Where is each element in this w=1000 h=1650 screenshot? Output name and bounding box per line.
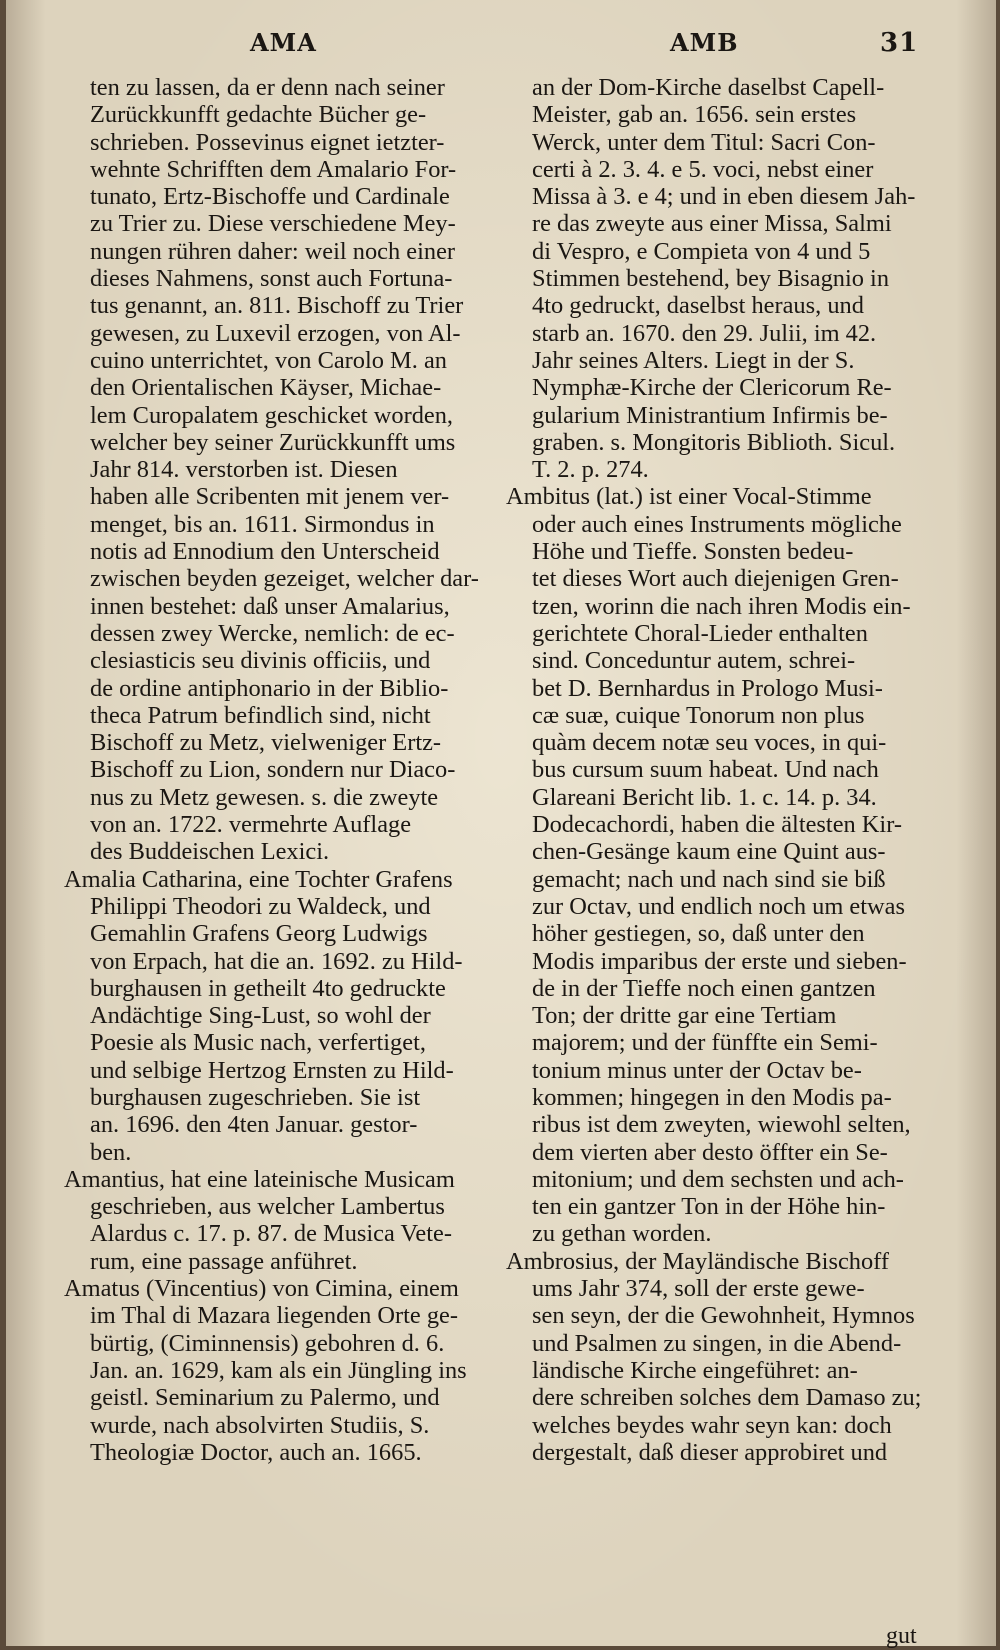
text-line: T. 2. p. 274. — [532, 456, 649, 484]
text-line: Ambitus (lat.) ist einer Vocal-Stimme — [506, 483, 872, 511]
text-line: ten ein gantzer Ton in der Höhe hin- — [532, 1193, 886, 1221]
text-line: re das zweyte aus einer Missa, Salmi — [532, 210, 892, 238]
text-line: dieses Nahmens, sonst auch Fortuna- — [90, 265, 453, 293]
text-line: Ton; der dritte gar eine Tertiam — [532, 1002, 837, 1030]
text-line: gewesen, zu Luxevil erzogen, von Al- — [90, 319, 461, 347]
text-line: Alardus c. 17. p. 87. de Musica Vete- — [90, 1220, 452, 1248]
text-line: Jan. an. 1629, kam als ein Jüngling ins — [90, 1356, 467, 1384]
text-line: sen seyn, der die Gewohnheit, Hymnos — [532, 1302, 915, 1330]
text-line: zu gethan worden. — [532, 1220, 712, 1248]
text-line: den Orientalischen Käyser, Michae- — [90, 374, 442, 402]
text-line: Missa à 3. e 4; und in eben diesem Jah- — [532, 183, 916, 211]
text-line: wehnte Schrifften dem Amalario For- — [90, 155, 457, 183]
text-line: ribus ist dem zweyten, wiewohl selten, — [532, 1111, 911, 1139]
text-line: des Buddeischen Lexici. — [90, 838, 330, 866]
text-line: dergestalt, daß dieser approbiret und — [532, 1438, 888, 1466]
text-line: Poesie als Music nach, verfertiget, — [90, 1029, 426, 1057]
text-line: bet D. Bernhardus in Prologo Musi- — [532, 674, 883, 702]
text-line: innen bestehet: daß unser Amalarius, — [90, 592, 450, 620]
text-line: lem Curopalatem geschicket worden, — [90, 401, 454, 429]
text-line: bus cursum suum habeat. Und nach — [532, 756, 879, 784]
text-line: Bischoff zu Metz, vielweniger Ertz- — [90, 729, 442, 757]
text-line: chen-Gesänge kaum eine Quint aus- — [532, 838, 886, 866]
text-line: notis ad Ennodium den Unterscheid — [90, 538, 440, 566]
text-line: ums Jahr 374, soll der erste gewe- — [532, 1275, 865, 1303]
text-line: tus genannt, an. 811. Bischoff zu Trier — [90, 292, 464, 320]
text-line: Meister, gab an. 1656. sein erstes — [532, 101, 857, 129]
page-number: 31 — [880, 28, 919, 58]
text-line: di Vespro, e Compieta von 4 und 5 — [532, 237, 871, 265]
text-line: ländische Kirche eingeführet: an- — [532, 1356, 858, 1384]
text-line: Andächtige Sing-Lust, so wohl der — [90, 1002, 431, 1030]
text-line: höher gestiegen, so, daß unter den — [532, 920, 865, 948]
text-line: ben. — [90, 1138, 132, 1166]
text-line: zur Octav, und endlich noch um etwas — [532, 892, 905, 920]
text-line: schrieben. Possevinus eignet ietzter- — [90, 128, 445, 156]
text-line: an. 1696. den 4ten Januar. gestor- — [90, 1111, 418, 1139]
text-line: Amalia Catharina, eine Tochter Grafens — [64, 865, 453, 893]
running-head-right: AMB — [670, 28, 739, 57]
text-line: cæ suæ, cuique Tonorum non plus — [532, 701, 865, 729]
text-line: geschrieben, aus welcher Lambertus — [90, 1193, 445, 1221]
text-line: gerichtete Choral-Lieder enthalten — [532, 619, 868, 647]
text-line: im Thal di Mazara liegenden Orte ge- — [90, 1302, 458, 1330]
text-line: geistl. Seminarium zu Palermo, und — [90, 1384, 440, 1412]
text-line: starb an. 1670. den 29. Julii, im 42. — [532, 319, 877, 347]
left-column — [64, 74, 479, 1466]
text-line: zu Trier zu. Diese verschiedene Mey- — [90, 210, 456, 238]
text-line: gemacht; nach und nach sind sie biß — [532, 865, 886, 893]
text-line: zwischen beyden gezeiget, welcher dar- — [90, 565, 479, 593]
text-line: menget, bis an. 1611. Sirmondus in — [90, 510, 435, 538]
text-line: haben alle Scribenten mit jenem ver- — [90, 483, 450, 511]
text-line: Gemahlin Grafens Georg Ludwigs — [90, 920, 428, 948]
text-line: certi à 2. 3. 4. e 5. voci, nebst einer — [532, 155, 874, 183]
text-line: Glareani Bericht lib. 1. c. 14. p. 34. — [532, 783, 877, 811]
text-line: tet dieses Wort auch diejenigen Gren- — [532, 565, 899, 593]
text-line: wurde, nach absolvirten Studiis, S. — [90, 1411, 430, 1439]
text-line: burghausen zugeschrieben. Sie ist — [90, 1083, 421, 1111]
book-page — [6, 0, 996, 1649]
text-line: theca Patrum befindlich sind, nicht — [90, 701, 431, 729]
text-line: clesiasticis seu divinis officiis, und — [90, 647, 431, 675]
text-line: an der Dom-Kirche daselbst Capell- — [532, 74, 885, 101]
text-line: rum, eine passage anführet. — [90, 1247, 358, 1275]
text-line: tonium minus unter der Octav be- — [532, 1056, 862, 1084]
text-line: Philippi Theodori zu Waldeck, und — [90, 892, 431, 920]
text-line: tunato, Ertz-Bischoffe und Cardinale — [90, 183, 450, 211]
text-line: Zurückkunfft gedachte Bücher ge- — [90, 101, 427, 129]
text-line: cuino unterrichtet, von Carolo M. an — [90, 346, 447, 374]
text-line: Amatus (Vincentius) von Cimina, einem — [64, 1275, 459, 1303]
text-line: Modis imparibus der erste und sieben- — [532, 947, 907, 975]
text-line: ten zu lassen, da er denn nach seiner — [90, 74, 445, 101]
text-line: tzen, worinn die nach ihren Modis ein- — [532, 592, 911, 620]
text-line: Theologiæ Doctor, auch an. 1665. — [90, 1438, 422, 1466]
text-line: und Psalmen zu singen, in die Abend- — [532, 1329, 902, 1357]
text-line: sind. Conceduntur autem, schrei- — [532, 647, 856, 675]
text-line: graben. s. Mongitoris Biblioth. Sicul. — [532, 428, 896, 456]
text-line: nus zu Metz gewesen. s. die zweyte — [90, 783, 439, 811]
text-line: Werck, unter dem Titul: Sacri Con- — [532, 128, 876, 156]
text-line: von Erpach, hat die an. 1692. zu Hild- — [90, 947, 463, 975]
text-line: Jahr 814. verstorben ist. Diesen — [90, 456, 398, 484]
text-line: dessen zwey Wercke, nemlich: de ec- — [90, 619, 455, 647]
text-line: bürtig, (Ciminnensis) gebohren d. 6. — [90, 1329, 445, 1357]
text-line: Jahr seines Alters. Liegt in der S. — [532, 346, 855, 374]
text-line: oder auch eines Instruments mögliche — [532, 510, 902, 538]
text-line: dem vierten aber desto öffter ein Se- — [532, 1138, 888, 1166]
text-line: Dodecachordi, haben die ältesten Kir- — [532, 811, 902, 839]
text-line: mitonium; und dem sechsten und ach- — [532, 1165, 904, 1193]
running-head-left: AMA — [250, 28, 317, 57]
text-line: dere schreiben solches dem Damaso zu; — [532, 1384, 922, 1412]
text-line: Stimmen bestehend, bey Bisagnio in — [532, 265, 890, 293]
catchword: gut — [886, 1623, 917, 1649]
text-line: majorem; und der fünffte ein Semi- — [532, 1029, 878, 1057]
text-line: kommen; hingegen in den Modis pa- — [532, 1083, 892, 1111]
text-line: welches beydes wahr seyn kan: doch — [532, 1411, 892, 1439]
text-line: von an. 1722. vermehrte Auflage — [90, 811, 412, 839]
text-line: de in der Tieffe noch einen gantzen — [532, 974, 876, 1002]
text-line: Bischoff zu Lion, sondern nur Diaco- — [90, 756, 456, 784]
text-line: Amantius, hat eine lateinische Musicam — [64, 1165, 455, 1193]
text-line: nungen rühren daher: weil noch einer — [90, 237, 456, 265]
text-line: burghausen in getheilt 4to gedruckte — [90, 974, 446, 1002]
text-line: welcher bey seiner Zurückkunfft ums — [90, 428, 456, 456]
right-column — [506, 74, 936, 1466]
text-line: und selbige Hertzog Ernsten zu Hild- — [90, 1056, 454, 1084]
text-line: Nymphæ-Kirche der Clericorum Re- — [532, 374, 892, 402]
text-line: quàm decem notæ seu voces, in qui- — [532, 729, 887, 757]
text-line: gularium Ministrantium Infirmis be- — [532, 401, 888, 429]
text-line: 4to gedruckt, daselbst heraus, und — [532, 292, 864, 320]
text-line: de ordine antiphonario in der Biblio- — [90, 674, 449, 702]
text-line: Höhe und Tieffe. Sonsten bedeu- — [532, 538, 854, 566]
text-line: Ambrosius, der Mayländische Bischoff — [506, 1247, 889, 1275]
